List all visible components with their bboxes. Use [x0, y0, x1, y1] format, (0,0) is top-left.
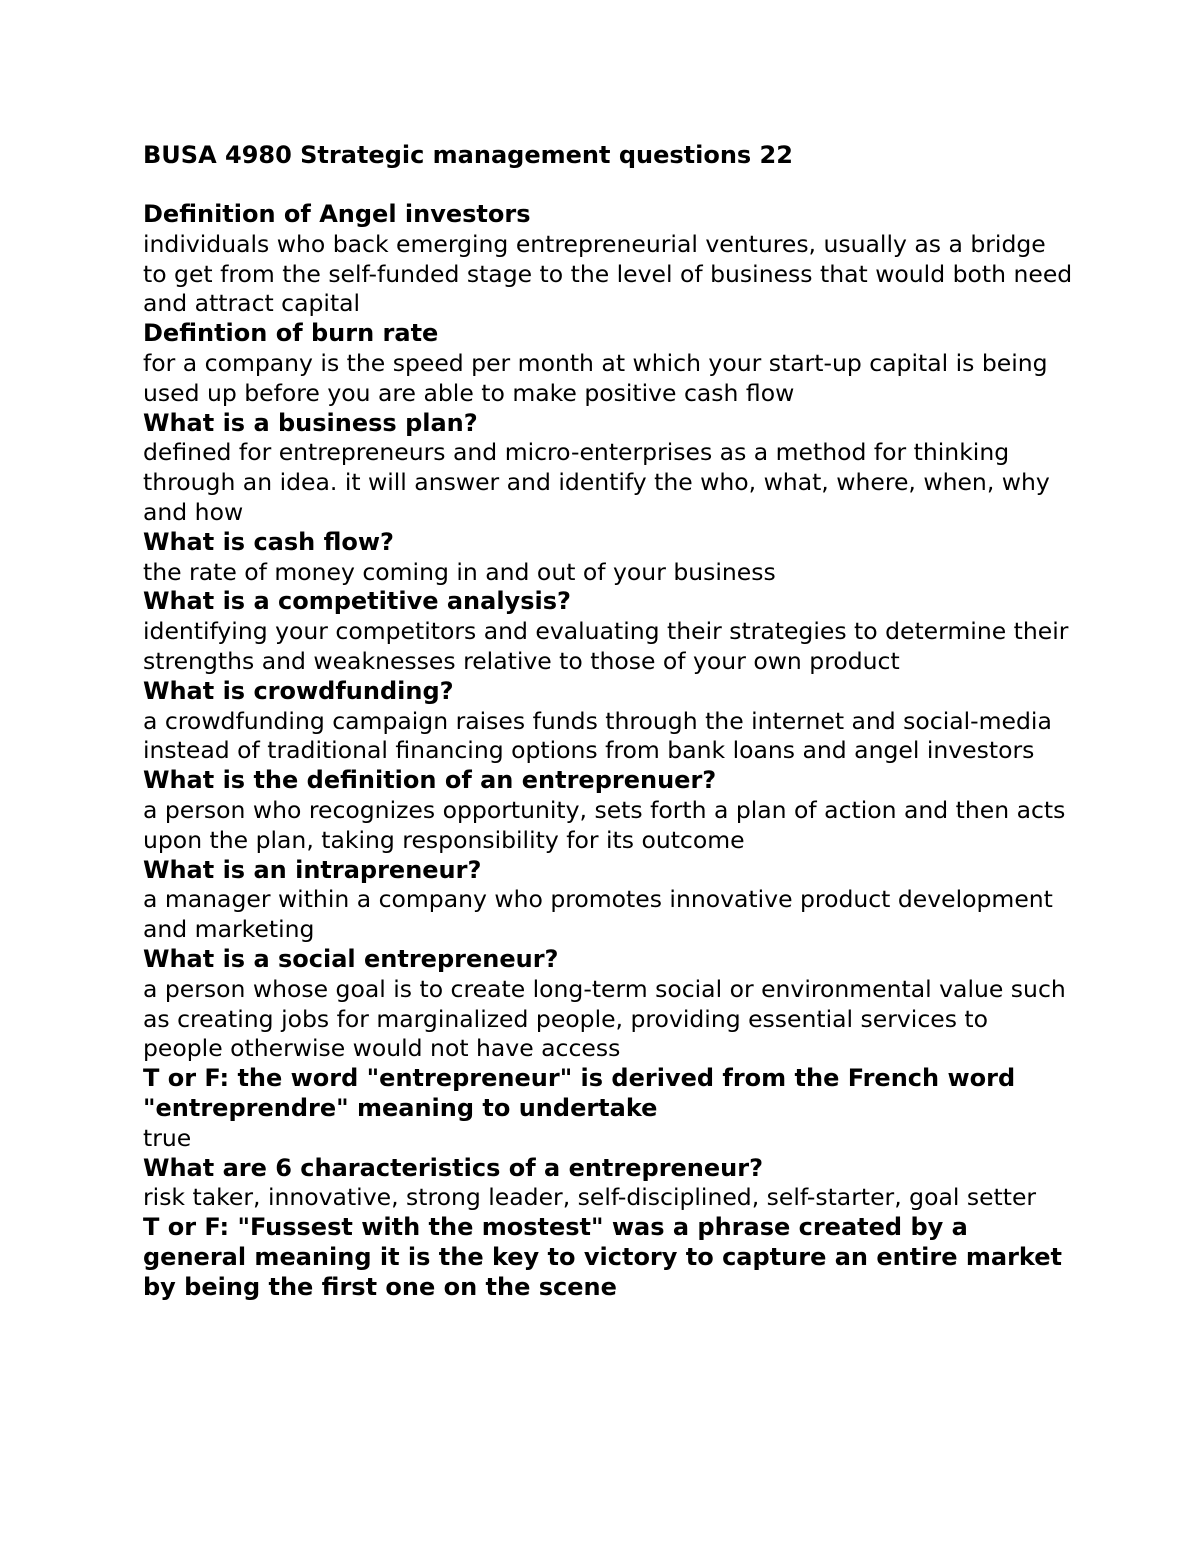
answer: defined for entrepreneurs and micro-enterprises as a method for thinking through an idea. it will answer and identify the who, what, where, when, why and how [143, 438, 1050, 526]
qa-item-entrepreneur [143, 766, 1073, 855]
question: What is a business plan? [143, 408, 478, 437]
question: What is cash flow? [143, 527, 394, 556]
question: Defintion of burn rate [143, 319, 439, 348]
answer: a person who recognizes opportunity, sets forth a plan of action and then acts upon the plan, taking responsibility for its outcome [143, 795, 1066, 854]
document-page [143, 140, 1073, 1302]
qa-item-social-entrepreneur [143, 945, 1073, 1064]
qa-item-burn-rate [143, 319, 1073, 408]
qa-item-angel-investors [143, 200, 1073, 319]
answer: risk taker, innovative, strong leader, self-disciplined, self-starter, goal setter [143, 1183, 1037, 1212]
answer: a manager within a company who promotes innovative product development and marketing [143, 885, 1053, 944]
answer: a crowdfunding campaign raises funds through the internet and social-media instead of traditional financing options from bank loans and angel investors [143, 706, 1052, 765]
question: What is the definition of an entreprenuer? [143, 766, 717, 795]
question: T or F: the word "entrepreneur" is derived from the French word "entreprendre" meaning to undertake [143, 1064, 1016, 1122]
qa-item-cash-flow [143, 528, 1073, 588]
answer: identifying your competitors and evaluating their strategies to determine their strengths and weaknesses relative to those of your own product [143, 617, 1069, 675]
document-title: BUSA 4980 Strategic management questions 22 [143, 141, 793, 169]
qa-item-fussest [143, 1213, 1073, 1302]
qa-item-characteristics [143, 1154, 1073, 1214]
answer: for a company is the speed per month at which your start-up capital is being used up before you are able to make positive cash flow [143, 348, 1048, 407]
qa-item-word-origin [143, 1064, 1073, 1153]
qa-item-competitive-analysis [143, 587, 1073, 676]
qa-item-business-plan [143, 409, 1073, 528]
question: T or F: "Fussest with the mostest" was a phrase created by a general meaning it is the key to victory to capture an entire market by being the first one on the scene [143, 1213, 1062, 1301]
answer: individuals who back emerging entrepreneurial ventures, usually as a bridge to get from the self-funded stage to the level of business that would both need and attract capital [143, 229, 1073, 318]
question: What is a competitive analysis? [143, 587, 571, 616]
question: What are 6 characteristics of a entrepreneur? [143, 1153, 764, 1182]
question: What is an intrapreneur? [143, 855, 482, 884]
answer: a person whose goal is to create long-term social or environmental value such as creating jobs for marginalized people, providing essential services to people otherwise would not have access [143, 974, 1066, 1063]
answer: the rate of money coming in and out of your business [143, 557, 776, 586]
question: What is a social entrepreneur? [143, 944, 559, 973]
qa-item-intrapreneur [143, 856, 1073, 945]
question: What is crowdfunding? [143, 676, 454, 705]
question: Definition of Angel investors [143, 200, 531, 228]
answer: true [143, 1123, 192, 1152]
qa-item-crowdfunding [143, 677, 1073, 766]
